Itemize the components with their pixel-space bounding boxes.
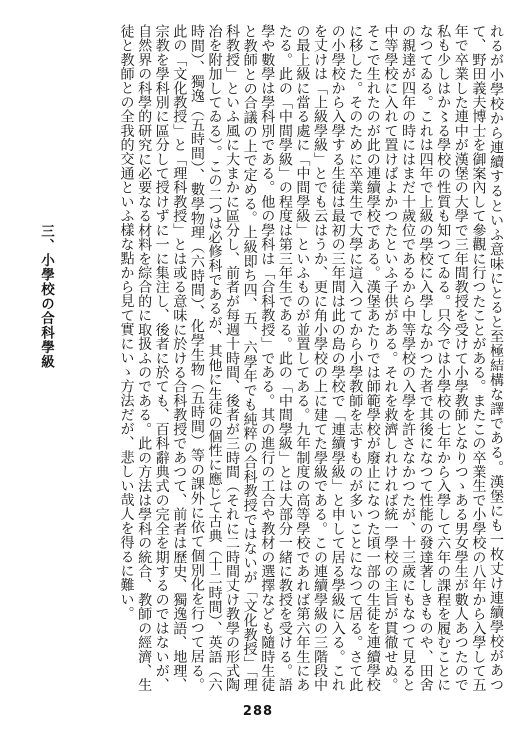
paragraph: れるが小學校から連續するといふ意味にとると至極結構な譯である。漢堡にも一枚丈け連續學校があつて、野田義夫博士を御案內して參觀に行つたことがある。またこの卒業生で小學校の八年から入學して五年で卒業した連中が漢堡の大學で三年間教授を受けて小學教師となりつゝある男女學生が數人あつたので私も少しはか〻る學校の性質も知つてゐる。只今では小學校の七年から入學して六年の課程を履むことになつてゐる。これは四年で上級の學校に入學しなかつた者で其後になつて性能の發達著しきものや、田舍の親達が四年の時にはまだ十歲位であるから中等學校の入學を許さなかつたが、十三歲にもなつて見ると中等學校に入れて置けばよかつたといふ子供がある。それを救濟しれければ統一學校の主旨が貫徹せぬ。そこで生れたのが此の連續學校である。漢堡あたりでは師範學校が廢止になつた頃一部の生徒を連續學校に移した。そのために卒業生で大學に這入つてから小學教師を志すものが多いことになつて居る。さて此の小學校から入學する生徒は最初の三年間は此の島の學校で「連續學級」と申して居る學級に入る。これを丈けは「上級學級」とでも云はうか、更に角小學校の上に建てた學級である。この連續學級の三階段中の最上級に當る處に「中間學級」といふものが並置してある。九年制度の高等學校であれば第六年生にあたる。此の「中間學級」の程度は第三年生である。此の「中間學級」とは大部分一緒に教授を受ける。語學や數學は學科別である。他の學科は「合科教授」である。其の進行の工合や教材の選擇なども隨時生徒と教師との合議の上で定める。上級即ち四、五、六學年でも純粹の合科教授ではないが「文化教授」「理科教授」といふ風に大まかに區分し、前者が每週十時間、後者が三時間（それに二時間丈け教學の形式陶冶を附加してゐる）。この二つは必修科であるが、其他に生徒の個性に應じて古典（十二時間）、英語（六時間）、獨逸（五時間）、數學物理（六時間）、化學生物（五時間）等の課外に依て個別化を行つて居る。此の「文化教授」と「理科教授」とは或る意味に於ける合科教授であつて、前者は歷史、獨逸語、地理、宗教を學科別に區分して授けずに一に集注し、後者に於ても、百科辭典式の完全を期するのではないが、自然界の科學的研究に必要なる材料を綜合的に取扱ふのである。此の方法は學科の統合、教師の經濟、生徒と教師との全我的交通といふ樣な點から見て實にいゝ方法だが、悲しい哉人を得るに難い。: [118, 24, 504, 692]
section-heading: 三、小學校の合科學級: [38, 224, 54, 369]
page-number: 288: [242, 704, 274, 719]
body-text: [12, 24, 504, 692]
